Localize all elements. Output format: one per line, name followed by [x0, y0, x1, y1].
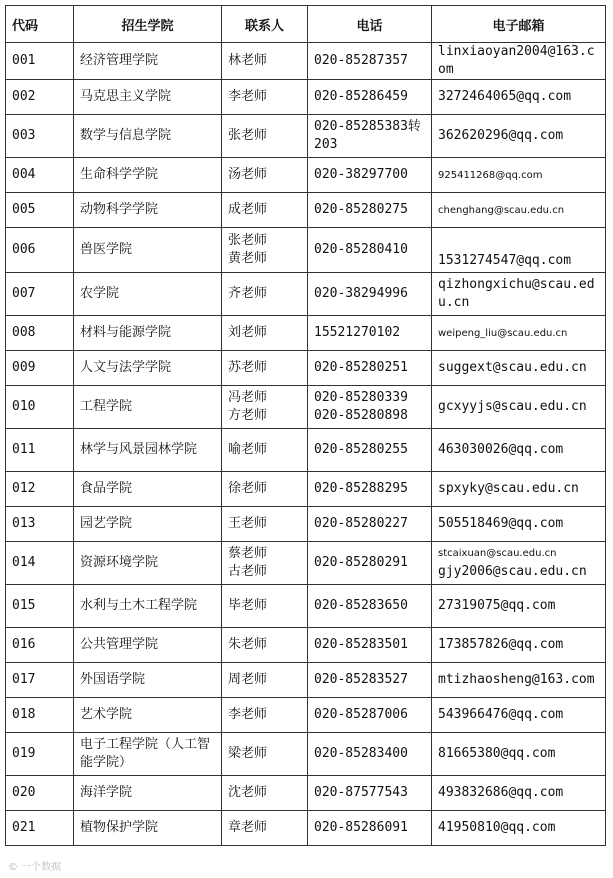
cell-code: 017	[6, 663, 74, 698]
email-address: 173857826@qq.com	[438, 637, 564, 652]
cell-email	[432, 273, 606, 316]
cell-phone	[308, 43, 432, 80]
contact-name: 蔡老师	[228, 546, 268, 561]
table-row	[6, 273, 606, 316]
cell-phone	[308, 733, 432, 776]
email-address: 463030026@qq.com	[438, 442, 564, 457]
table-row	[6, 316, 606, 351]
cell-email	[432, 663, 606, 698]
table-row	[6, 228, 606, 273]
cell-email	[432, 43, 606, 80]
cell-phone	[308, 811, 432, 846]
cell-contact	[222, 43, 308, 80]
contact-name: 李老师	[228, 89, 268, 104]
cell-college: 外国语学院	[74, 663, 222, 698]
cell-phone	[308, 273, 432, 316]
contact-name: 张老师	[228, 128, 268, 143]
email-address: 27319075@qq.com	[438, 598, 556, 613]
cell-college: 公共管理学院	[74, 628, 222, 663]
cell-contact	[222, 351, 308, 386]
cell-college: 园艺学院	[74, 507, 222, 542]
cell-college: 材料与能源学院	[74, 316, 222, 351]
cell-phone	[308, 776, 432, 811]
email-address: stcaixuan@scau.edu.cn	[438, 548, 557, 559]
phone-number: 020-85285383转203	[314, 119, 421, 152]
email-address: 362620296@qq.com	[438, 128, 564, 143]
contact-name: 苏老师	[228, 360, 268, 375]
cell-code: 011	[6, 429, 74, 472]
phone-number: 020-85283527	[314, 672, 408, 687]
table-row	[6, 43, 606, 80]
phone-number: 020-85287357	[314, 53, 408, 68]
contact-name: 梁老师	[228, 746, 268, 761]
table-row	[6, 628, 606, 663]
email-address: gjy2006@scau.edu.cn	[438, 564, 587, 579]
contact-name: 齐老师	[228, 286, 268, 301]
table-row	[6, 542, 606, 585]
contact-name: 成老师	[228, 202, 268, 217]
contact-name: 方老师	[228, 408, 268, 423]
email-address: 1531274547@qq.com	[438, 253, 572, 268]
contact-name: 张老师	[228, 233, 268, 248]
email-address: 925411268@qq.com	[438, 169, 543, 181]
cell-code: 014	[6, 542, 74, 585]
cell-college: 数学与信息学院	[74, 115, 222, 158]
email-address: qizhongxichu@scau.edu.cn	[438, 277, 595, 310]
cell-code: 013	[6, 507, 74, 542]
cell-phone	[308, 158, 432, 193]
cell-college: 人文与法学学院	[74, 351, 222, 386]
email-address: gcxyyjs@scau.edu.cn	[438, 399, 587, 414]
contact-name: 沈老师	[228, 785, 268, 800]
header-code: 代码	[6, 6, 74, 43]
email-address: 493832686@qq.com	[438, 785, 564, 800]
cell-contact	[222, 507, 308, 542]
cell-contact	[222, 193, 308, 228]
cell-email	[432, 228, 606, 273]
table-row	[6, 472, 606, 507]
cell-phone	[308, 585, 432, 628]
phone-number: 15521270102	[314, 325, 401, 340]
table-row	[6, 115, 606, 158]
table-row	[6, 351, 606, 386]
email-address: linxiaoyan2004@163.com	[438, 44, 595, 77]
phone-number: 020-85280227	[314, 516, 408, 531]
cell-college: 水利与土木工程学院	[74, 585, 222, 628]
cell-contact	[222, 776, 308, 811]
phone-number: 020-85280410	[314, 242, 408, 257]
cell-phone	[308, 628, 432, 663]
cell-code: 010	[6, 386, 74, 429]
contact-name: 徐老师	[228, 481, 268, 496]
cell-college: 海洋学院	[74, 776, 222, 811]
cell-college: 工程学院	[74, 386, 222, 429]
cell-contact	[222, 698, 308, 733]
table-row	[6, 811, 606, 846]
contact-name: 冯老师	[228, 390, 268, 405]
cell-phone	[308, 193, 432, 228]
cell-phone	[308, 472, 432, 507]
cell-college: 经济管理学院	[74, 43, 222, 80]
table-header-row	[6, 6, 606, 43]
phone-number: 020-87577543	[314, 785, 408, 800]
contact-name: 毕老师	[228, 598, 268, 613]
cell-college: 生命科学学院	[74, 158, 222, 193]
cell-email	[432, 472, 606, 507]
cell-contact	[222, 585, 308, 628]
cell-email	[432, 811, 606, 846]
cell-code: 001	[6, 43, 74, 80]
cell-phone	[308, 115, 432, 158]
table-row	[6, 698, 606, 733]
cell-email	[432, 158, 606, 193]
phone-number: 020-85286091	[314, 820, 408, 835]
phone-number: 020-85280255	[314, 442, 408, 457]
cell-contact	[222, 273, 308, 316]
table-row	[6, 158, 606, 193]
header-phone: 电话	[308, 6, 432, 43]
cell-college: 兽医学院	[74, 228, 222, 273]
contact-name: 李老师	[228, 707, 268, 722]
cell-email	[432, 351, 606, 386]
cell-code: 021	[6, 811, 74, 846]
phone-number: 020-38294996	[314, 286, 408, 301]
phone-number: 020-85287006	[314, 707, 408, 722]
cell-email	[432, 585, 606, 628]
cell-contact	[222, 316, 308, 351]
cell-code: 003	[6, 115, 74, 158]
cell-college: 林学与风景园林学院	[74, 429, 222, 472]
table-row	[6, 507, 606, 542]
contact-name: 刘老师	[228, 325, 268, 340]
cell-email	[432, 542, 606, 585]
cell-email	[432, 80, 606, 115]
cell-college: 电子工程学院（人工智能学院）	[74, 733, 222, 776]
phone-number: 020-85280275	[314, 202, 408, 217]
cell-phone	[308, 698, 432, 733]
table-row	[6, 585, 606, 628]
cell-phone	[308, 663, 432, 698]
cell-contact	[222, 811, 308, 846]
email-address: 3272464065@qq.com	[438, 89, 572, 104]
cell-contact	[222, 228, 308, 273]
phone-number: 020-85283650	[314, 598, 408, 613]
table-row	[6, 776, 606, 811]
cell-contact	[222, 628, 308, 663]
cell-email	[432, 776, 606, 811]
cell-phone	[308, 228, 432, 273]
watermark: © 一个数据	[8, 862, 62, 873]
cell-college: 资源环境学院	[74, 542, 222, 585]
cell-contact	[222, 386, 308, 429]
contact-name: 章老师	[228, 820, 268, 835]
table-row	[6, 429, 606, 472]
cell-contact	[222, 472, 308, 507]
cell-college: 马克思主义学院	[74, 80, 222, 115]
email-address: 505518469@qq.com	[438, 516, 564, 531]
cell-contact	[222, 542, 308, 585]
phone-number: 020-85280251	[314, 360, 408, 375]
cell-phone	[308, 386, 432, 429]
cell-phone	[308, 80, 432, 115]
phone-number: 020-85280339	[314, 390, 408, 405]
cell-email	[432, 698, 606, 733]
cell-email	[432, 115, 606, 158]
email-address: spxyky@scau.edu.cn	[438, 481, 579, 496]
cell-college: 食品学院	[74, 472, 222, 507]
cell-email	[432, 507, 606, 542]
contact-name: 汤老师	[228, 167, 268, 182]
cell-code: 018	[6, 698, 74, 733]
cell-code: 016	[6, 628, 74, 663]
phone-number: 020-85286459	[314, 89, 408, 104]
cell-phone	[308, 351, 432, 386]
cell-code: 019	[6, 733, 74, 776]
header-college: 招生学院	[74, 6, 222, 43]
cell-contact	[222, 80, 308, 115]
table-row	[6, 663, 606, 698]
phone-number: 020-85288295	[314, 481, 408, 496]
table-row	[6, 733, 606, 776]
cell-code: 004	[6, 158, 74, 193]
cell-code: 015	[6, 585, 74, 628]
email-address: mtizhaosheng@163.com	[438, 672, 595, 687]
cell-code: 020	[6, 776, 74, 811]
cell-code: 012	[6, 472, 74, 507]
contact-name: 喻老师	[228, 442, 268, 457]
cell-code: 006	[6, 228, 74, 273]
cell-contact	[222, 115, 308, 158]
contact-name: 黄老师	[228, 251, 268, 266]
cell-college: 动物科学学院	[74, 193, 222, 228]
cell-phone	[308, 429, 432, 472]
table-body	[6, 43, 606, 846]
cell-contact	[222, 429, 308, 472]
cell-contact	[222, 158, 308, 193]
cell-email	[432, 386, 606, 429]
contact-name: 林老师	[228, 53, 268, 68]
phone-number: 020-85283501	[314, 637, 408, 652]
cell-college: 农学院	[74, 273, 222, 316]
phone-number: 020-85280291	[314, 555, 408, 570]
phone-number: 020-85283400	[314, 746, 408, 761]
cell-email	[432, 733, 606, 776]
header-email: 电子邮箱	[432, 6, 606, 43]
cell-code: 009	[6, 351, 74, 386]
contact-name: 古老师	[228, 564, 268, 579]
contacts-table	[5, 5, 606, 846]
cell-email	[432, 628, 606, 663]
contact-name: 王老师	[228, 516, 268, 531]
cell-code: 007	[6, 273, 74, 316]
cell-code: 008	[6, 316, 74, 351]
phone-number: 020-38297700	[314, 167, 408, 182]
table-row	[6, 80, 606, 115]
email-address: 543966476@qq.com	[438, 707, 564, 722]
cell-email	[432, 193, 606, 228]
cell-email	[432, 316, 606, 351]
cell-email	[432, 429, 606, 472]
cell-phone	[308, 542, 432, 585]
contact-name: 周老师	[228, 672, 268, 687]
table-row	[6, 193, 606, 228]
email-address: weipeng_liu@scau.edu.cn	[438, 327, 568, 339]
email-address: chenghang@scau.edu.cn	[438, 204, 565, 216]
cell-code: 002	[6, 80, 74, 115]
cell-contact	[222, 733, 308, 776]
email-address: 81665380@qq.com	[438, 746, 556, 761]
cell-phone	[308, 316, 432, 351]
email-address: 41950810@qq.com	[438, 820, 556, 835]
cell-phone	[308, 507, 432, 542]
cell-college: 艺术学院	[74, 698, 222, 733]
header-contact: 联系人	[222, 6, 308, 43]
email-address: suggext@scau.edu.cn	[438, 360, 587, 375]
table-row	[6, 386, 606, 429]
cell-college: 植物保护学院	[74, 811, 222, 846]
contact-name: 朱老师	[228, 637, 268, 652]
phone-number: 020-85280898	[314, 408, 408, 423]
cell-contact	[222, 663, 308, 698]
cell-code: 005	[6, 193, 74, 228]
